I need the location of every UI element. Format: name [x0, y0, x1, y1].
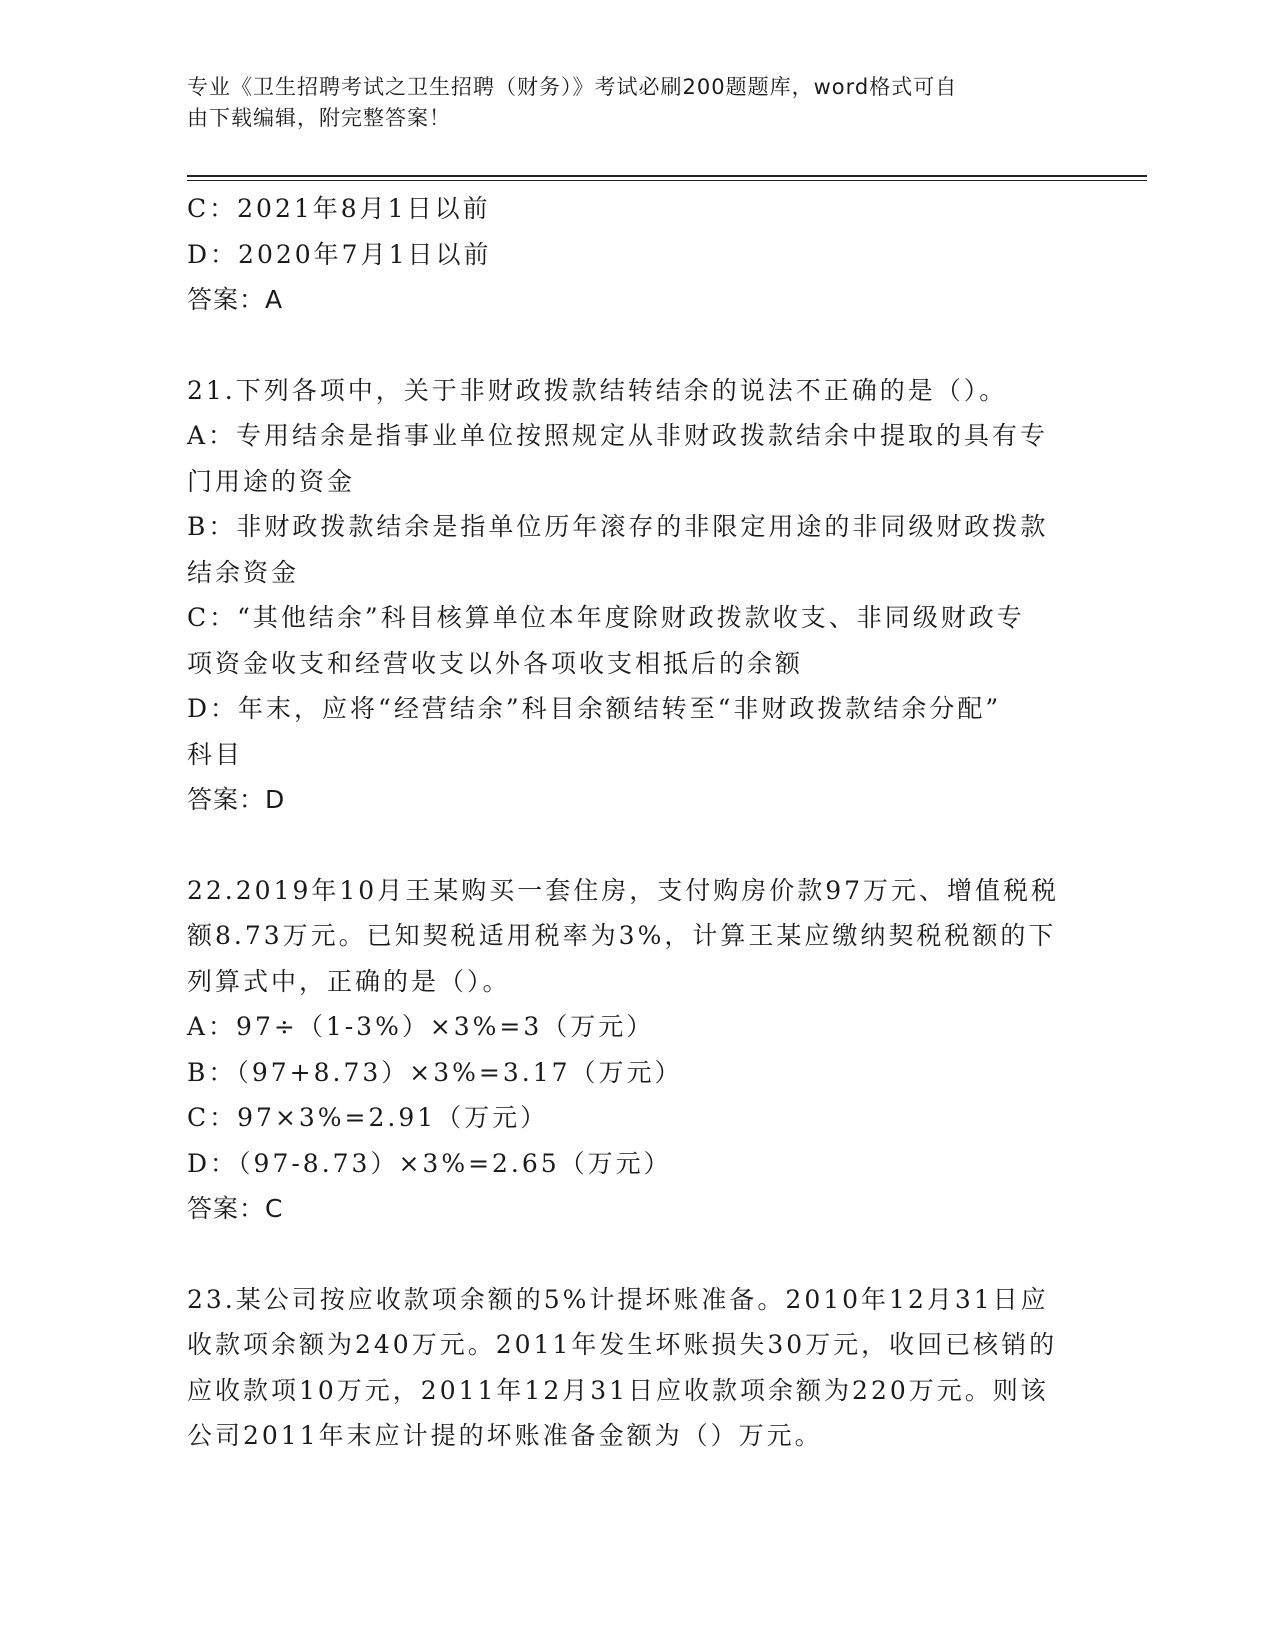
spacer	[187, 1232, 1082, 1277]
option-c: C：97×3%=2.91（万元）	[187, 1103, 549, 1132]
option-a: A：专用结余是指事业单位按照规定从非财政拨款结余中提取的具有专	[187, 421, 1049, 450]
question-content	[187, 186, 1082, 1459]
header-line: 由下载编辑，附完整答案！	[187, 106, 451, 130]
option-a-continued: 门用途的资金	[187, 466, 356, 496]
header-line: 专业《卫生招聘考试之卫生招聘（财务）》考试必刷200题题库，word格式可自	[187, 75, 958, 99]
question-21	[187, 368, 1082, 823]
question-stem-continued: 应收款项10万元，2011年12月31日应收款项余额为220万元。则该	[187, 1375, 1049, 1405]
header-divider-thin	[187, 180, 1147, 181]
option-c-continued: 项资金收支和经营收支以外各项收支相抵后的余额	[187, 648, 804, 678]
option-b-continued: 结余资金	[187, 557, 300, 587]
question-stem: 21.下列各项中，关于非财政拨款结转结余的说法不正确的是（）。	[187, 375, 1008, 405]
option-d: D：（97-8.73）×3%=2.65（万元）	[187, 1148, 672, 1178]
option-d-continued: 科目	[187, 739, 244, 769]
document-header	[187, 72, 1067, 134]
header-divider	[187, 175, 1147, 177]
option-c: C：“其他结余”科目核算单位本年度除财政拨款收支、非同级财政专	[187, 603, 1025, 632]
question-22	[187, 868, 1082, 1232]
question-stem-continued: 列算式中，正确的是（）。	[187, 966, 511, 996]
spacer	[187, 823, 1082, 868]
spacer	[187, 323, 1082, 368]
option-d: D：年末，应将“经营结余”科目余额结转至“非财政拨款结余分配”	[187, 694, 1002, 723]
answer-line: 答案：D	[187, 785, 286, 814]
question-stem-continued: 收款项余额为240万元。2011年发生坏账损失30万元，收回已核销的	[187, 1330, 1058, 1359]
question-20	[187, 186, 1082, 323]
option-d: D：2020年7月1日以前	[187, 239, 492, 269]
question-stem-continued: 公司2011年末应计提的坏账准备金额为（）万元。	[187, 1421, 823, 1450]
answer-line: 答案：C	[187, 1194, 284, 1223]
option-c: C：2021年8月1日以前	[187, 194, 491, 223]
question-stem: 22.2019年10月王某购买一套住房，支付购房价款97万元、增值税税	[187, 875, 1060, 905]
question-stem-continued: 额8.73万元。已知契税适用税率为3%，计算王某应缴纳契税税额的下	[187, 921, 1057, 950]
option-a: A：97÷（1-3%）×3%=3（万元）	[187, 1012, 655, 1041]
question-stem: 23.某公司按应收款项余额的5%计提坏账准备。2010年12月31日应	[187, 1284, 1049, 1314]
option-b: B：非财政拨款结余是指单位历年滚存的非限定用途的非同级财政拨款	[187, 512, 1049, 541]
option-b: B：（97+8.73）×3%=3.17（万元）	[187, 1057, 683, 1087]
answer-line: 答案：A	[187, 285, 284, 314]
question-23	[187, 1277, 1082, 1459]
